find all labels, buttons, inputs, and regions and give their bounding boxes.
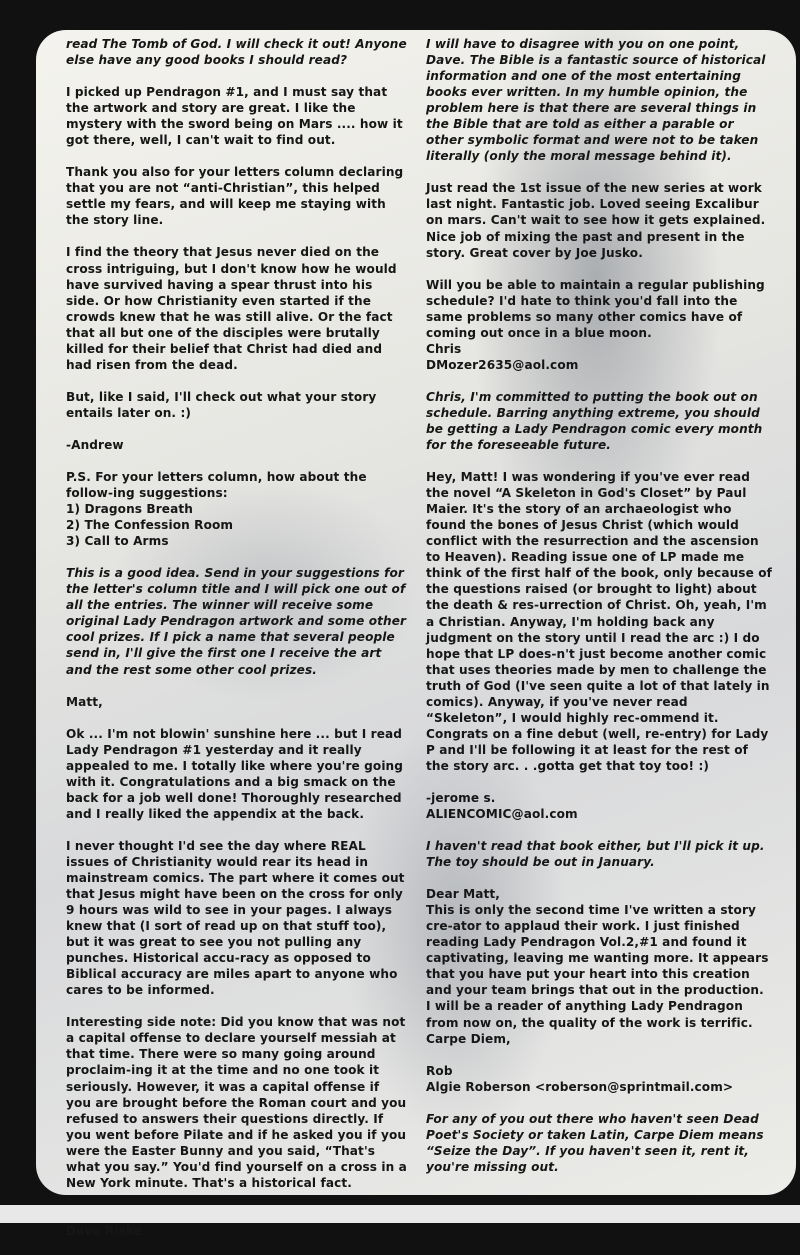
letter-paragraph: read The Tomb of God. I will check it out! Anyone else have any good books I should read? [66,37,407,68]
letter-paragraph: I picked up Pendragon #1, and I must say that the artwork and story are great. I like the mystery with the sword being on Mars .... how it got there, well, I can't wait to find out. [66,85,403,148]
letter-paragraph: Rob Algie Roberson <roberson@sprintmail.com> [426,1063,734,1094]
letter-paragraph: P.S. For your letters column, how about the follow-ing suggestions: 1) Dragons Breath 2) The Confession Room 3) Call to Arms [66,469,367,549]
letter-paragraph: -jerome s. ALIENCOMIC@aol.com [426,790,578,822]
letters-page-panel [36,30,796,1238]
letter-paragraph: But, like I said, I'll check out what your story entails later on. :) [66,389,377,420]
letter-paragraph: I haven't read that book either, but I'll pick it up. The toy should be out in January. [426,839,765,870]
letter-paragraph: Dave Riske [66,1223,143,1238]
letter-paragraph: -Andrew [66,437,124,452]
letter-paragraph: Ok ... I'm not blowin' sunshine here ... but I read Lady Pendragon #1 yesterday and it really appealed to me. I totally like where you're going with it. Congratulations and a big smack on the back for a job well done! Thoroughly researched and I really liked the appendix at the back. [66,726,404,821]
letter-paragraph: Just read the 1st issue of the new series at work last night. Fantastic job. Loved seeing Excalibur on mars. Can't wait to see how it gets explained. Nice job of mixing the past and present in the story. Great cover by Joe Jusko. [426,181,766,260]
letter-paragraph: For any of you out there who haven't seen Dead Poet's Society or taken Latin, Carpe Diem means “Seize the Day”. If you haven't seen it, rent it, you're missing out. [426,1111,764,1174]
letter-paragraph: Thank you also for your letters column declaring that you are not “anti-Christian”, this helped settle my fears, and will keep me staying with the story line. [66,165,404,228]
letter-paragraph: I never thought I'd see the day where REAL issues of Christianity would rear its head in mainstream comics. The part where it comes out that Jesus might have been on the cross for only 9 hours was wild to see in your pages. I always knew that (I sort of read up on that stuff too), but it was great to see you not pulling any punches. Historical accu-racy as opposed to Biblical accuracy are miles apart to anyone who cares to be informed. [66,838,405,998]
letter-paragraph: I find the theory that Jesus never died on the cross intriguing, but I don't know how he would have survived having a spear thrust into his side. Or how Christianity even started if the crowds knew that he was still alive. Or the fact that all but one of the disciples were brutally killed for their belief that Christ had died and had risen from the dead. [66,245,397,372]
letter-paragraph: Hey, Matt! I was wondering if you've ever read the novel “A Skeleton in God's Closet” by Paul Maier. It's the story of an archaeologist who found the bones of Jesus Christ (which would conflict with the resurrection and the ascension to Heaven). Reading issue one of LP made me think of the first half of the book, only because of the questions raised (or brought to light) about the death & res-urrection of Christ. Oh, yeah, I'm a Christian. Anyway, I'm holding back any judgment on the story until I read the arc :) I do hope that LP does-n't just become another comic that uses theories made by men to challenge the truth of God (I've seen quite a lot of that lately in comics). Anyway, if you've never read “Skeleton”, I would highly rec-ommend it. Congrats on a fine debut (well, re-entry) for Lady P and I'll be following it at least for the rest of the story arc. . .gotta get that toy too! :) [426,470,772,773]
letter-paragraph: Dear Matt, This is only the second time I've written a story cre-ator to applaud their work. I just finished reading Lady Pendragon Vol.2,#1 and found it captivating, leaving me wanting more. It appears that you have put your heart into this creation and your team brings that out in the production. I will be a reader of anything Lady Pendragon from now on, the quality of the work is terrific. Carpe Diem, [426,887,769,1046]
letter-paragraph: Matt, [66,694,103,709]
letter-paragraph: Will you be able to maintain a regular publishing schedule? I'd hate to think you'd fall into the same problems so many other comics have of coming out once in a blue moon. Chris DMozer2635@aol.com [426,277,765,372]
left-column [66,36,408,1255]
letter-paragraph: This is a good idea. Send in your suggestions for the letter's column title and I will pick one out of all the entries. The winner will receive some original Lady Pendragon artwork and some other cool prizes. If I pick a name that several people send in, I'll give the first one I receive the art and the rest some other cool prizes. [66,566,407,677]
right-column [426,36,772,1191]
letter-paragraph: Chris, I'm committed to putting the book out on schedule. Barring anything extreme, you should be getting a Lady Pendragon comic every month for the foreseeable future. [426,389,763,453]
page-bottom-edge [0,1205,800,1223]
letter-paragraph: Interesting side note: Did you know that was not a capital offense to declare yourself messiah at that time. There were so many going around proclaim-ing it at the time and no one took it seriously. However, it was a capital offense if you are brought before the Roman court and you refused to answers their questions directly. If you went before Pilate and if he asked you if you were the Easter Bunny and you said, “That's what you say.” You'd find yourself on a cross in a New York minute. That's a historical fact. [66,1015,407,1190]
letter-paragraph: I will have to disagree with you on one point, Dave. The Bible is a fantastic source of historical information and one of the most entertaining books ever written. In my humble opinion, the problem here is that there are several things in the Bible that are told as either a parable or other symbolic format and were not to be taken literally (only the moral message behind it). [426,37,766,164]
